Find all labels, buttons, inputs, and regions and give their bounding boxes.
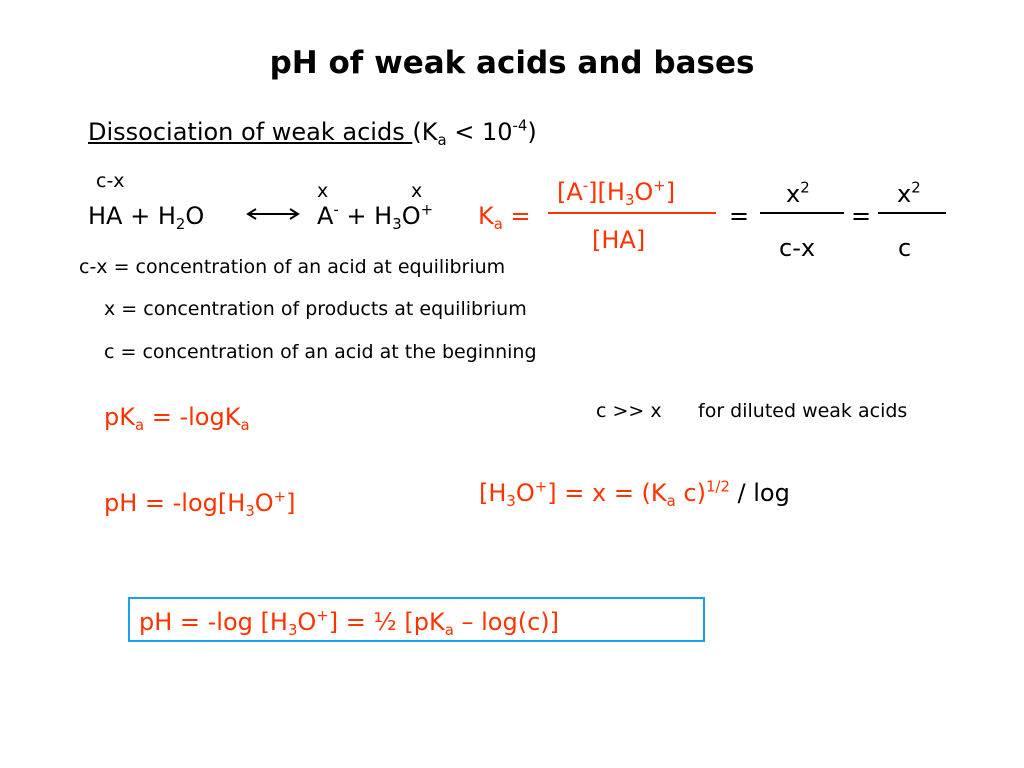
h2o-subscript: 2 [175, 215, 186, 234]
heading-ka-sub: a [437, 131, 447, 150]
h3o-charge: + [420, 200, 434, 219]
h3o-exp: 1/2 [705, 477, 730, 496]
reactant-text-o: O [185, 202, 205, 230]
fraction-3-denominator: c [898, 234, 912, 262]
num-charge-2: + [653, 176, 666, 195]
h3o-formula [479, 477, 790, 511]
num-charge-1: - [582, 176, 589, 195]
pka-formula [104, 403, 250, 435]
reactant-text: HA + H [88, 202, 176, 230]
dilution-condition: c >> x [596, 400, 662, 422]
h3o-sub: 3 [506, 492, 516, 511]
reactants [88, 202, 205, 234]
label-product-1-concentration: x [317, 180, 329, 202]
fraction-2-bar [760, 212, 844, 214]
h3o-sup: + [534, 477, 548, 496]
pka-text: pK [104, 403, 135, 431]
ph-text: ] [286, 489, 296, 517]
pka-sub: a [134, 416, 145, 435]
page-title: pH of weak acids and bases [269, 45, 755, 81]
pka-sub: a [240, 416, 250, 435]
product-a: A [317, 202, 334, 230]
h3o-text: [H [479, 479, 507, 507]
ka-numerator [557, 176, 676, 210]
num-part: ][H [588, 178, 625, 206]
fraction-3-bar [878, 212, 946, 214]
heading-underlined-text: Dissociation of weak acids [88, 118, 413, 146]
equals-sign-2: = [729, 202, 750, 230]
heading-close: ) [527, 118, 537, 146]
fraction-3-numerator [897, 178, 921, 208]
dilution-note: for diluted weak acids [698, 400, 908, 422]
final-text: O [297, 608, 317, 636]
final-formula [139, 606, 559, 640]
fraction-2-numerator [786, 178, 810, 208]
h3o-ka-sub: a [666, 492, 676, 511]
products [317, 200, 434, 234]
frac2-x: x [786, 180, 801, 208]
num-part: O [634, 178, 654, 206]
definition-cx: c-x = concentration of an acid at equilibrium [79, 256, 506, 278]
h3o-formula-red [479, 477, 730, 511]
h3o-o: O [401, 202, 421, 230]
label-reactant-concentration: c-x [96, 170, 125, 192]
ka-denominator: [HA] [592, 226, 646, 254]
heading-ka: (K [412, 118, 438, 146]
ph-sub: 3 [245, 502, 255, 521]
definition-c: c = concentration of an acid at the beginning [104, 341, 537, 363]
pka-text: = -logK [144, 403, 241, 431]
final-ka-sub: a [444, 621, 454, 640]
h3o-text: ] = x = (K [547, 479, 667, 507]
frac3-exp: 2 [911, 178, 921, 197]
ka-subscript: a [493, 215, 503, 234]
frac3-x: x [897, 180, 912, 208]
product-plus-h: + H [338, 202, 393, 230]
final-text: – log(c)] [453, 608, 559, 636]
final-text: pH = -log [H [139, 608, 288, 636]
h3o-text: O [515, 479, 535, 507]
h3o-subscript: 3 [392, 215, 402, 234]
final-text: ] = ½ [pK [328, 608, 445, 636]
ph-text: O [254, 489, 274, 517]
ph-sup: + [273, 487, 287, 506]
heading-exponent: -4 [512, 116, 528, 135]
ka-fraction-bar [548, 212, 716, 214]
heading-lt: < 10 [446, 118, 513, 146]
section-heading [88, 116, 537, 150]
fraction-2-denominator: c-x [779, 234, 816, 262]
equals-sign-3: = [851, 202, 872, 230]
num-subscript: 3 [624, 191, 635, 210]
ka-lhs [478, 202, 531, 234]
label-product-2-concentration: x [411, 180, 423, 202]
equilibrium-arrow-icon [244, 204, 302, 224]
h3o-text: c) [675, 479, 706, 507]
frac2-exp: 2 [800, 178, 810, 197]
definition-x: x = concentration of products at equilibrium [104, 298, 527, 320]
h3o-log-suffix: / log [729, 479, 790, 507]
ka-symbol: K [478, 202, 494, 230]
num-part: [A [557, 178, 583, 206]
ph-text: pH = -log[H [104, 489, 246, 517]
ka-equals: = [502, 202, 531, 230]
product-a-charge: - [333, 200, 339, 219]
final-sup: + [316, 606, 329, 625]
num-part: ] [665, 178, 676, 206]
ph-formula [104, 487, 296, 521]
final-sub: 3 [287, 621, 298, 640]
